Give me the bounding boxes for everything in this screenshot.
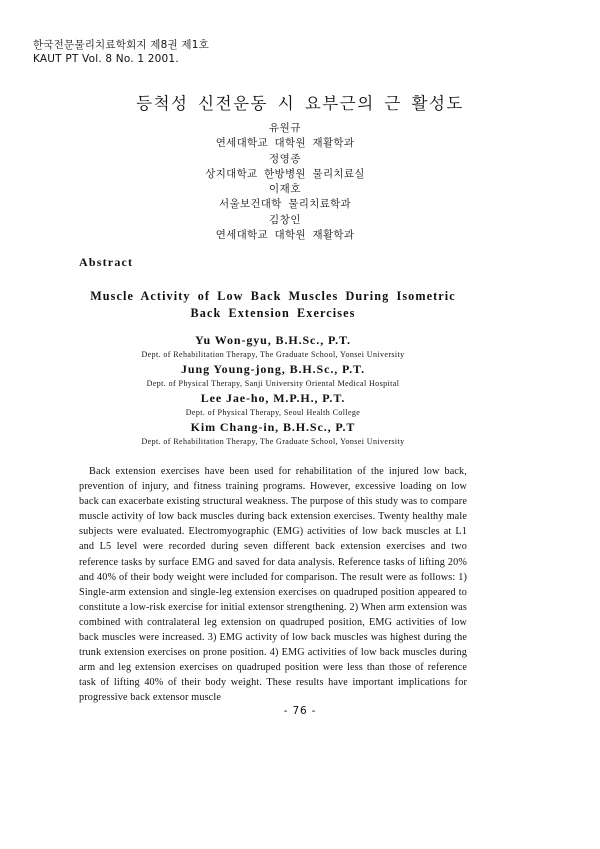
journal-volume-info: KAUT PT Vol. 8 No. 1 2001.	[33, 53, 179, 65]
abstract-paragraph: Back extension exercises have been used for rehabilitation of the injured low back, prevention of injury, and fitness training programs. However, excessive loading on low back can exacerbate existing structural weakness. The purpose of this study was to compare muscle activity of low back muscles during back extension exercises. Twenty healthy male subjects were evaluated. Electromyographic (EMG) activities of low back muscles at L1 and L5 level were recorded during seven different back extension exercises and two reference tasks by surface EMG and saved for data analysis. Reference tasks of lifting 20% and 40% of their body weight were included for comparison. The result were as follows: 1) Single-arm extension and single-leg extension exercises on quadruped position appeared to constitute a low-risk exercise for initial extensor strengthening. 2) When arm extension was combined with contralateral leg extension on quadruped position, EMG activities of low back muscles were increased. 3) EMG activity of low back muscles was highest during the trunk extension exercises on prone position. 4) EMG activities of low back muscles during arm and leg extension exercises on quadruped position were less than those of reference task of lifting 40% of their body weight. These results have important implications for progressive back extensor muscle	[79, 466, 467, 704]
english-author-name: Yu Won-gyu, B.H.Sc., P.T.	[195, 333, 351, 347]
korean-author-list	[0, 121, 570, 243]
english-author-name: Jung Young-jong, B.H.Sc., P.T.	[181, 362, 365, 376]
korean-author-affiliation: 상지대학교 한방병원 물리치료실	[205, 167, 365, 180]
korean-author-affiliation: 연세대학교 대학원 재활학과	[215, 137, 355, 150]
abstract-heading: Abstract	[79, 255, 134, 269]
korean-author-name: 김창인	[269, 213, 301, 226]
english-title	[0, 288, 546, 322]
korean-author-name: 정영종	[269, 152, 301, 165]
english-author-affiliation: Dept. of Rehabilitation Therapy, The Graduate School, Yonsei University	[141, 437, 405, 446]
english-author-list	[0, 333, 546, 449]
journal-name-korean: 한국전문물리치료학회지 제8권 제1호	[33, 39, 209, 51]
abstract-body	[79, 464, 467, 706]
korean-author-name: 유원규	[269, 122, 301, 134]
english-title-line: Back Extension Exercises	[190, 306, 356, 320]
korean-author-affiliation: 연세대학교 대학원 재활학과	[215, 229, 355, 242]
english-title-line: Muscle Activity of Low Back Muscles During Isometric	[90, 289, 456, 303]
english-author-name: Kim Chang-in, B.H.Sc., P.T	[190, 420, 356, 434]
journal-header	[33, 38, 209, 66]
korean-author-name: 이재호	[269, 183, 301, 196]
english-author-affiliation: Dept. of Physical Therapy, Seoul Health College	[185, 408, 361, 417]
korean-title: 등척성 신전운동 시 요부근의 근 활성도	[136, 94, 464, 113]
english-author-affiliation: Dept. of Physical Therapy, Sanji University Oriental Medical Hospital	[146, 379, 400, 388]
page-number: - 76 -	[283, 705, 317, 717]
english-author-name: Lee Jae-ho, M.P.H., P.T.	[200, 391, 346, 405]
korean-author-affiliation: 서울보건대학 물리치료학과	[219, 198, 351, 211]
english-author-affiliation: Dept. of Rehabilitation Therapy, The Graduate School, Yonsei University	[141, 350, 405, 359]
